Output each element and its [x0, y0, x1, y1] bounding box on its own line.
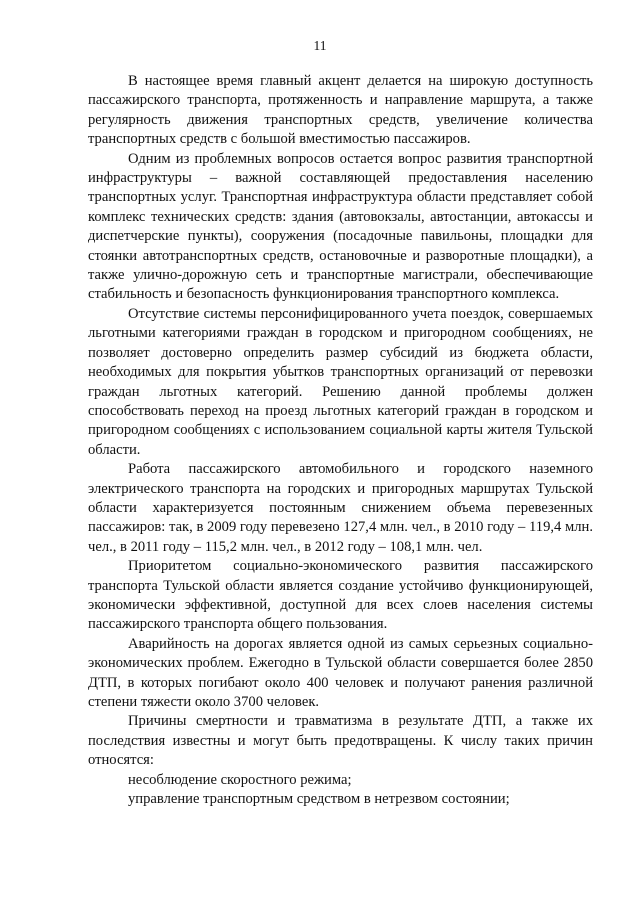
page-number: 11: [313, 38, 327, 53]
paragraph-passenger-volume: Работа пассажирского автомобильного и городского наземного электрического транспорта на городских и пригородных маршрутах Тульской области характеризуется постоянным снижением объема перевезенных пассажиров: так, в 2009 году перевезено 127,4 млн. чел., в 2010 году – 119,4 млн. чел., в 2011 году – 115,2 млн. чел., в 2012 году – 108,1 млн. чел.: [88, 461, 593, 555]
list-item-drunk-driving: управление транспортным средством в нетрезвом состоянии;: [128, 791, 510, 808]
paragraph-accident-causes: Причины смертности и травматизма в результате ДТП, а также их последствия известны и могут быть предотвращены. К числу таких причин относятся:: [88, 713, 593, 769]
paragraph-transport-infrastructure: Одним из проблемных вопросов остается вопрос развития транспортной инфраструктуры – важной составляющей предоставления населению транспортных услуг. Транспортная инфраструктура области представляет собой комплекс технических средств: здания (автовокзалы, автостанции, автокассы и диспетчерские пункты), сооружения (посадочные павильоны, площадки для стоянки автотранспортных средств, остановочные и разворотные площадки), а также улично-дорожную сеть и транспортные магистрали, обеспечивающие стабильность и безопасность функционирования транспортного комплекса.: [88, 150, 593, 303]
paragraph-development-priority: Приоритетом социально-экономического развития пассажирского транспорта Тульской области является создание устойчиво функционирующей, экономически эффективной, доступной для всех слоев населения системы пассажирского транспорта общего пользования.: [88, 558, 593, 633]
list-item-speeding: несоблюдение скоростного режима;: [128, 771, 352, 788]
paragraph-trip-accounting: Отсутствие системы персонифицированного учета поездок, совершаемых льготными категориями граждан в городском и пригородном сообщениях, не позволяет достоверно определить размер субсидий из бюджета области, необходимых для покрытия убытков транспортных организаций от перевозки граждан льготных категорий. Решению данной проблемы должен способствовать переход на проезд льготных категорий граждан в городском и пригородном сообщениях с использованием социальной карты жителя Тульской области.: [88, 305, 593, 458]
paragraph-transport-accessibility: В настоящее время главный акцент делается на широкую доступность пассажирского транспорта, протяженность и направление маршрута, а также регулярность движения транспортных средств, увеличение количества транспортных средств с большой вместимостью пассажиров.: [88, 73, 593, 148]
paragraph-road-accidents: Аварийность на дорогах является одной из самых серьезных социально-экономических проблем. Ежегодно в Тульской области совершается более 2850 ДТП, в которых погибают около 400 человек и получают ранения различной степени тяжести около 3700 человек.: [88, 635, 593, 710]
document-body: [88, 72, 593, 809]
